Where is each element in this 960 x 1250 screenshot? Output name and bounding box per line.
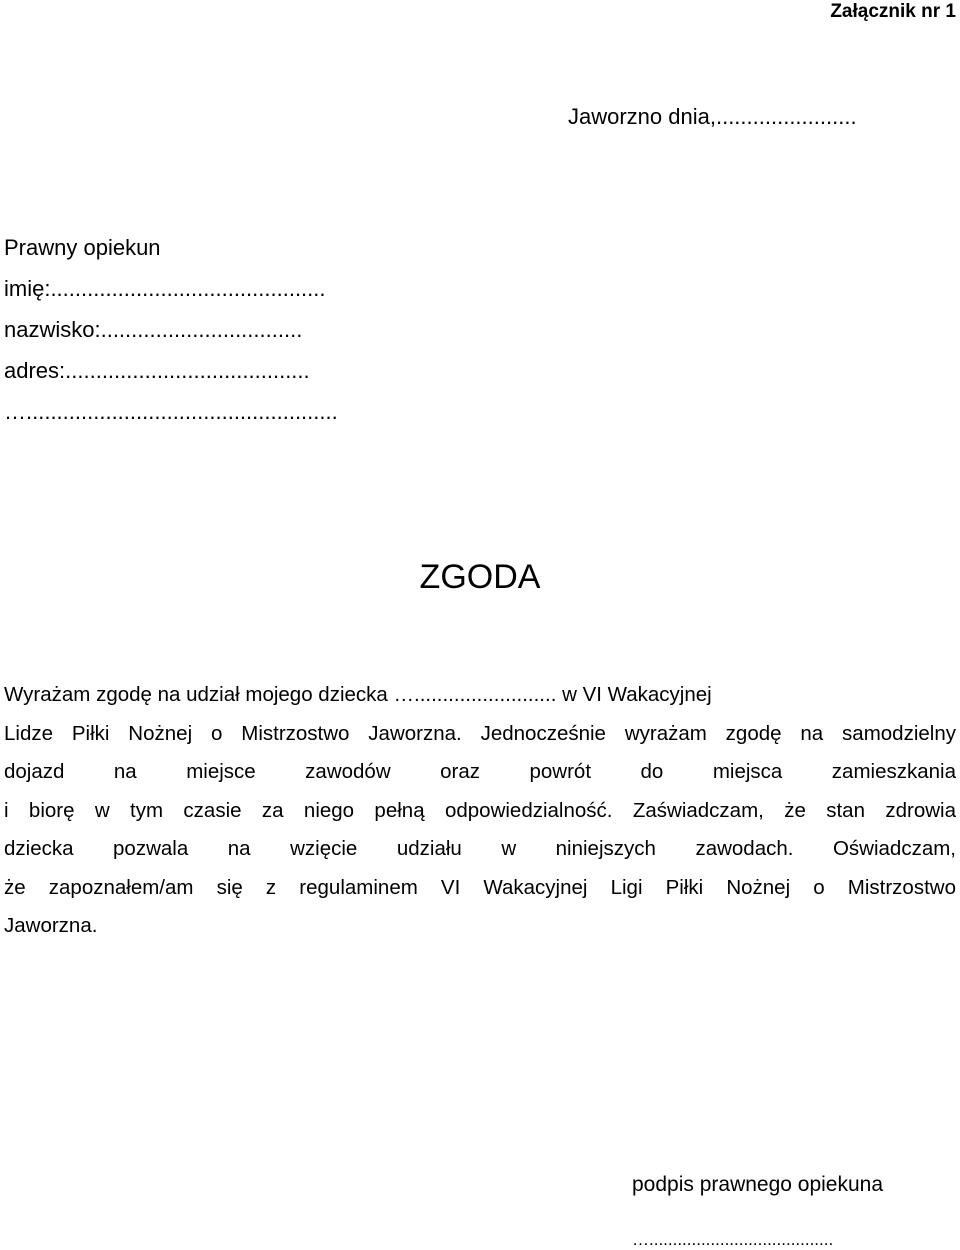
consent-line: Jaworzna.	[4, 914, 98, 937]
guardian-heading: Prawny opiekun	[4, 235, 161, 260]
consent-line: Wyrażam zgodę na udział mojego dziecka …......................... w VI Wakacyjnej	[4, 683, 712, 706]
guardian-address-continued: …...................................................	[4, 399, 338, 424]
consent-paragraph	[4, 676, 956, 946]
consent-line: i biorę w tym czasie za niego pełną odpowiedzialność. Zaświadczam, że stan zdrowia	[4, 798, 956, 822]
guardian-first-name: imię:.............................................	[4, 276, 326, 301]
signature-line: ….......................................	[632, 1230, 834, 1249]
consent-line: dojazd na miejsce zawodów oraz powrót do miejsca zamieszkania	[4, 760, 956, 783]
guardian-block	[4, 227, 338, 432]
document-title: ZGODA	[419, 558, 541, 596]
annex-label: Załącznik nr 1	[830, 1, 956, 22]
signature-label: podpis prawnego opiekuna	[632, 1173, 884, 1196]
consent-line: dziecka pozwala na wzięcie udziału w niniejszych zawodach. Oświadczam,	[4, 837, 956, 860]
consent-line: Lidze Piłki Nożnej o Mistrzostwo Jaworzna. Jednocześnie wyrażam zgodę na samodzielny	[4, 721, 956, 745]
guardian-last-name: nazwisko:.................................	[4, 317, 303, 342]
guardian-address: adres:........................................	[4, 358, 310, 383]
date-line: Jaworzno dnia,.......................	[568, 104, 857, 129]
consent-line: że zapoznałem/am się z regulaminem VI Wakacyjnej Ligi Piłki Nożnej o Mistrzostwo	[4, 875, 956, 899]
